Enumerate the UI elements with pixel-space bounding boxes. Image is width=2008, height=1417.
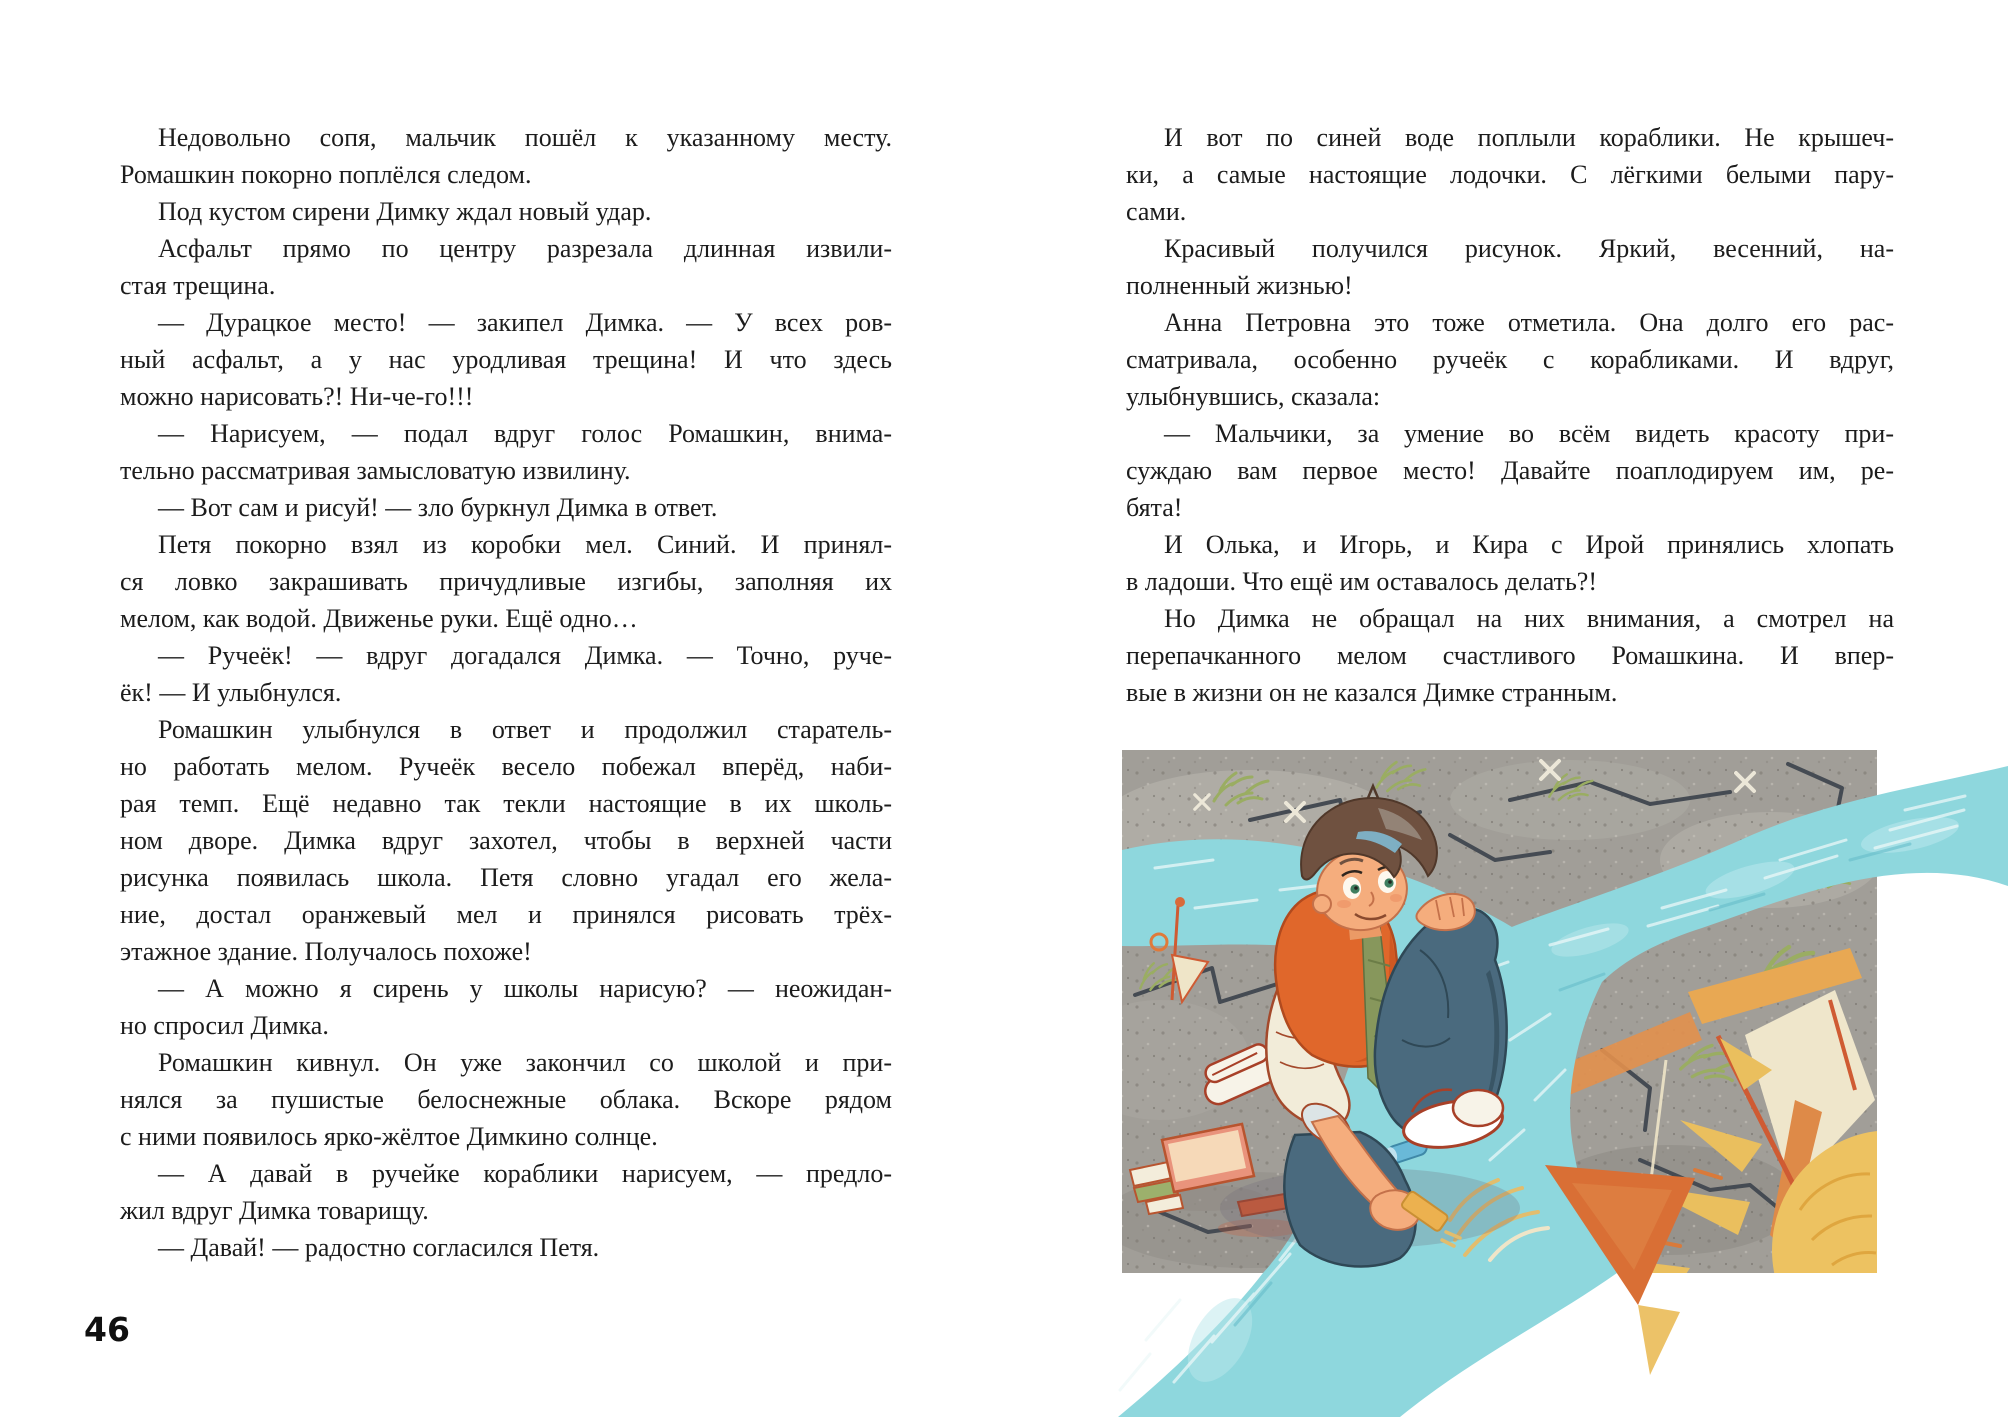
text-line: рисунка появилась школа. Петя словно угадал его жела- [120,863,892,892]
text-line: — Вот сам и рисуй! — зло буркнул Димка в ответ. [158,493,718,522]
chalk-drawing-scene [950,740,2008,1417]
text-line: — Давай! — радостно согласился Петя. [158,1233,600,1262]
page-number: 46 [84,1310,130,1349]
text-line: Петя покорно взял из коробки мел. Синий. И принял- [158,530,892,559]
text-line: сами. [1126,197,1187,226]
text-line: перепачканного мелом счастливого Ромашкина. И впер- [1126,641,1894,670]
text-line: — А можно я сирень у школы нарисую? — неожидан- [158,974,892,1003]
text-line: можно нарисовать?! Ни-че-го!!! [120,382,474,411]
text-line: ки, а самые настоящие лодочки. С лёгкими белыми пару- [1126,160,1894,189]
text-line: Асфальт прямо по центру разрезала длинная извили- [158,234,892,263]
right-column [1126,119,1894,711]
text-line: И Олька, и Игорь, и Кира с Ирой принялись хлопать [1164,530,1894,559]
left-column [120,119,892,1266]
text-line: суждаю вам первое место! Давайте поаплодируем им, ре- [1126,456,1894,485]
text-line: полненный жизнью! [1126,271,1353,300]
text-line: сматривала, особенно ручеёк с корабликами. И вдруг, [1126,345,1894,374]
text-line: этажное здание. Получалось похоже! [120,937,532,966]
text-line: ный асфальт, а у нас уродливая трещина! И что здесь [120,345,892,374]
text-line: тельно рассматривая замысловатую извилину. [120,456,631,485]
text-line: Ромашкин покорно поплёлся следом. [120,160,532,189]
text-line: бята! [1126,493,1183,522]
text-line: но спросил Димка. [120,1011,329,1040]
text-line: рая темп. Ещё недавно так текли настоящие в их школь- [120,789,892,818]
text-line: ся ловко закрашивать причудливые изгибы, заполняя их [120,567,892,596]
text-line: вые в жизни он не казался Димке странным. [1126,678,1618,707]
text-line: Но Димка не обращал на них внимания, а смотрел на [1164,604,1894,633]
text-line: — Ручеёк! — вдруг догадался Димка. — Точно, руче- [158,641,892,670]
text-line: ном дворе. Димка вдруг захотел, чтобы в верхней части [120,826,892,855]
text-line: Анна Петровна это тоже отметила. Она долго его рас- [1164,308,1894,337]
text-line: Под кустом сирени Димку ждал новый удар. [158,197,652,226]
text-line: — Мальчики, за умение во всём видеть красоту при- [1164,419,1894,448]
text-line: Недовольно сопя, мальчик пошёл к указанному месту. [158,123,892,152]
text-line: — А давай в ручейке кораблики нарисуем, — предло- [158,1159,892,1188]
text-line: нялся за пушистые белоснежные облака. Вскоре рядом [120,1085,892,1114]
text-line: с ними появилось ярко-жёлтое Димкино солнце. [120,1122,658,1151]
text-line: в ладоши. Что ещё им оставалось делать?! [1126,567,1597,596]
text-line: мелом, как водой. Движенье руки. Ещё одно… [120,604,638,633]
text-line: Красивый получился рисунок. Яркий, весенний, на- [1164,234,1894,263]
text-line: Ромашкин улыбнулся в ответ и продолжил старатель- [158,715,892,744]
text-line: — Нарисуем, — подал вдруг голос Ромашкин, внима- [158,419,892,448]
text-line: Ромашкин кивнул. Он уже закончил со школой и при- [158,1048,892,1077]
text-line: стая трещина. [120,271,276,300]
text-line: жил вдруг Димка товарищу. [120,1196,429,1225]
text-line: ние, достал оранжевый мел и принялся рисовать трёх- [120,900,892,929]
text-line: но работать мелом. Ручеёк весело побежал вперёд, наби- [120,752,892,781]
illustration [950,740,2008,1417]
text-line: улыбнувшись, сказала: [1126,382,1381,411]
text-line: — Дурацкое место! — закипел Димка. — У всех ров- [158,308,892,337]
ear [1313,895,1331,913]
text-line: И вот по синей воде поплыли кораблики. Не крышеч- [1164,123,1894,152]
text-line: ёк! — И улыбнулся. [120,678,342,707]
